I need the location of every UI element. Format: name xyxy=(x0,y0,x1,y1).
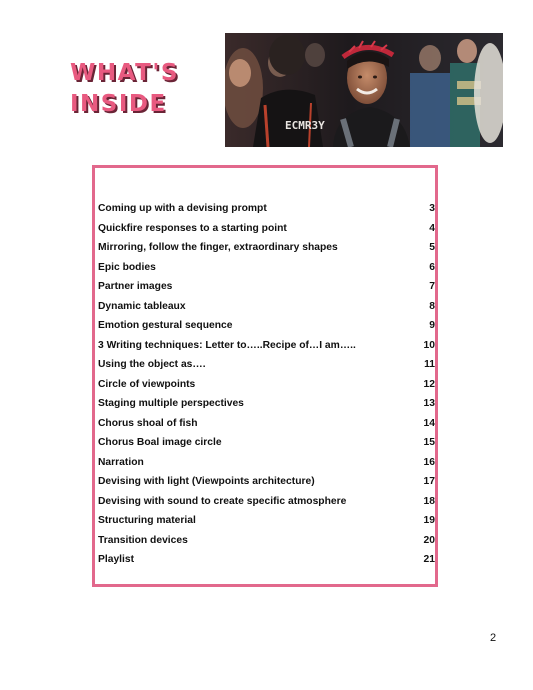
toc-entry-page: 19 xyxy=(423,515,435,527)
toc-entry-title: Devising with light (Viewpoints architecture) xyxy=(98,476,315,488)
toc-entry-title: Epic bodies xyxy=(98,261,156,273)
toc-entry[interactable] xyxy=(98,550,435,570)
hero-photo xyxy=(225,33,503,147)
page-number: 2 xyxy=(490,632,497,644)
toc-entry-page: 14 xyxy=(423,417,435,429)
hero-photo-drawing xyxy=(225,33,503,147)
toc-entry-page: 16 xyxy=(423,456,435,468)
table-of-contents xyxy=(92,165,438,587)
page-title-line-2: INSIDE xyxy=(70,91,167,117)
toc-entry-title: Playlist xyxy=(98,554,135,566)
toc-entry-page: 8 xyxy=(429,300,435,312)
toc-entry-title: Dynamic tableaux xyxy=(98,300,186,312)
toc-entry[interactable] xyxy=(98,199,435,219)
toc-entry[interactable] xyxy=(98,316,435,336)
toc-entry-page: 6 xyxy=(429,261,435,273)
toc-entry-title: Narration xyxy=(98,456,144,468)
toc-entry-page: 5 xyxy=(429,242,435,254)
toc-entry[interactable] xyxy=(98,219,435,239)
page-title-line-1: WHAT'S xyxy=(70,60,179,86)
toc-entry-title: Structuring material xyxy=(98,515,196,527)
toc-entry-title: Chorus shoal of fish xyxy=(98,417,198,429)
toc-entry-title: Chorus Boal image circle xyxy=(98,437,222,449)
toc-entry[interactable] xyxy=(98,394,435,414)
toc-list xyxy=(98,199,435,570)
toc-entry-page: 9 xyxy=(429,320,435,332)
toc-entry[interactable] xyxy=(98,492,435,512)
toc-entry-page: 7 xyxy=(429,281,435,293)
toc-entry-title: Emotion gestural sequence xyxy=(98,320,233,332)
toc-entry[interactable] xyxy=(98,355,435,375)
toc-entry[interactable] xyxy=(98,336,435,356)
page-title xyxy=(70,58,200,120)
toc-entry-page: 4 xyxy=(429,222,435,234)
toc-entry-title: Partner images xyxy=(98,281,173,293)
toc-entry-page: 3 xyxy=(429,203,435,215)
toc-entry-page: 12 xyxy=(423,378,435,390)
toc-entry[interactable] xyxy=(98,414,435,434)
toc-entry-page: 10 xyxy=(423,339,435,351)
toc-entry-page: 15 xyxy=(423,437,435,449)
toc-entry[interactable] xyxy=(98,511,435,531)
toc-entry[interactable] xyxy=(98,297,435,317)
toc-entry-page: 18 xyxy=(423,495,435,507)
toc-entry[interactable] xyxy=(98,453,435,473)
toc-entry-title: Transition devices xyxy=(98,534,188,546)
toc-entry-title: Devising with sound to create specific atmosphere xyxy=(98,495,347,507)
toc-entry-title: 3 Writing techniques: Letter to…..Recipe of…I am….. xyxy=(98,339,356,351)
toc-entry[interactable] xyxy=(98,375,435,395)
toc-entry-title: Quickfire responses to a starting point xyxy=(98,222,287,234)
toc-entry-page: 21 xyxy=(423,554,435,566)
toc-entry[interactable] xyxy=(98,433,435,453)
toc-entry-page: 17 xyxy=(423,476,435,488)
shirt-text: ECMR3Y xyxy=(285,119,325,132)
toc-entry-page: 13 xyxy=(423,398,435,410)
toc-entry[interactable] xyxy=(98,277,435,297)
toc-entry[interactable] xyxy=(98,472,435,492)
toc-entry-title: Circle of viewpoints xyxy=(98,378,196,390)
toc-entry-title: Coming up with a devising prompt xyxy=(98,203,267,215)
toc-entry-title: Using the object as…. xyxy=(98,359,206,371)
toc-entry[interactable] xyxy=(98,238,435,258)
toc-entry-page: 11 xyxy=(424,359,435,371)
toc-entry-title: Staging multiple perspectives xyxy=(98,398,244,410)
toc-entry-page: 20 xyxy=(423,534,435,546)
toc-entry[interactable] xyxy=(98,258,435,278)
toc-entry[interactable] xyxy=(98,531,435,551)
toc-entry-title: Mirroring, follow the finger, extraordinary shapes xyxy=(98,242,338,254)
